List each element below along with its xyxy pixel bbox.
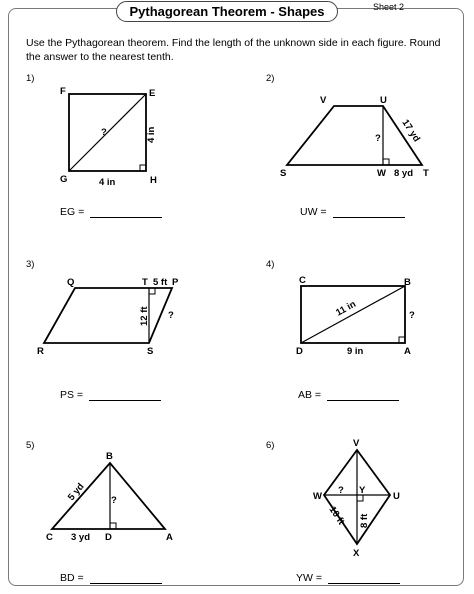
sheet-number: Sheet 2 [372,2,404,12]
problem-number-5: 5) [26,440,35,451]
figure-3-parallelogram [44,288,172,343]
fig3-label-P: P [172,277,179,288]
figure-6-rhombus [324,450,390,544]
fig5-unknown: ? [111,495,117,506]
fig3-label-R: R [37,346,44,357]
problem-number-1: 1) [26,73,35,84]
fig4-label-D: D [296,346,303,357]
answer-3 [60,389,161,401]
fig6-height-length: 8 ft [359,513,370,528]
fig2-label-U: U [380,95,387,106]
answer-1-blank[interactable] [90,207,162,218]
worksheet-title: Pythagorean Theorem - Shapes [116,1,338,22]
answer-5-blank[interactable] [90,573,162,584]
fig3-top-length: 5 ft [153,277,168,288]
instructions: Use the Pythagorean theorem. Find the length of the unknown side in each figure. Round the answer to the nearest tenth. [26,37,441,63]
answer-4-label: AB = [298,389,322,401]
answer-5-label: BD = [60,572,84,584]
fig3-height-length: 12 ft [139,306,150,326]
answer-3-label: PS = [60,389,84,401]
fig3-label-T: T [142,277,148,288]
fig2-label-W: W [377,168,386,179]
figure-4-rectangle [301,286,405,343]
fig2-label-T: T [423,168,429,179]
fig5-base-length: 3 yd [71,532,91,543]
problem-number-2: 2) [266,73,275,84]
fig4-label-A: A [404,346,411,357]
fig3-label-S: S [147,346,154,357]
answer-4-blank[interactable] [327,390,399,401]
answer-6-label: YW = [296,572,322,584]
answer-1-label: EG = [60,206,85,218]
answer-3-blank[interactable] [89,390,161,401]
problem-number-4: 4) [266,259,275,270]
answer-6 [296,572,400,584]
fig6-label-U: U [393,491,400,502]
fig5-label-A: A [166,532,173,543]
answer-2-label: UW = [300,206,327,218]
fig1-label-G: G [60,174,68,185]
fig5-side-length: 5 yd [65,481,87,503]
answer-2 [300,206,405,218]
figure-1-square [69,94,146,171]
fig4-label-C: C [299,275,306,286]
fig6-label-Y: Y [359,485,366,496]
answer-2-blank[interactable] [333,207,405,218]
fig2-slant-length: 17 yd [399,117,422,145]
fig2-label-S: S [280,168,287,179]
fig5-label-D: D [105,532,112,543]
figure-2-trapezoid [287,106,422,165]
fig2-label-V: V [320,95,327,106]
fig4-unknown: ? [409,310,415,321]
fig6-label-X: X [353,548,360,559]
problem-number-6: 6) [266,440,275,451]
problem-number-3: 3) [26,259,35,270]
fig1-label-H: H [150,175,157,186]
fig6-label-W: W [313,491,322,502]
answer-1 [60,206,162,218]
answer-5 [60,572,162,584]
fig6-label-V: V [353,438,360,449]
fig1-base-length: 4 in [99,177,116,188]
answer-4 [298,389,399,401]
fig2-base-length: 8 yd [394,168,414,179]
fig3-unknown: ? [168,310,174,321]
fig1-unknown: ? [101,127,107,138]
fig4-diag-length: 11 in [334,298,358,319]
fig5-label-B: B [106,451,113,462]
fig1-label-E: E [149,88,156,99]
fig5-label-C: C [46,532,53,543]
fig6-unknown: ? [338,485,344,496]
fig4-base-length: 9 in [347,346,364,357]
fig2-unknown: ? [375,133,381,144]
fig6-side-length: 10 ft [326,504,347,527]
fig1-label-F: F [60,86,66,97]
answer-6-blank[interactable] [328,573,400,584]
fig1-side-length: 4 in [146,126,157,143]
fig4-label-B: B [404,277,411,288]
fig3-label-Q: Q [67,277,75,288]
